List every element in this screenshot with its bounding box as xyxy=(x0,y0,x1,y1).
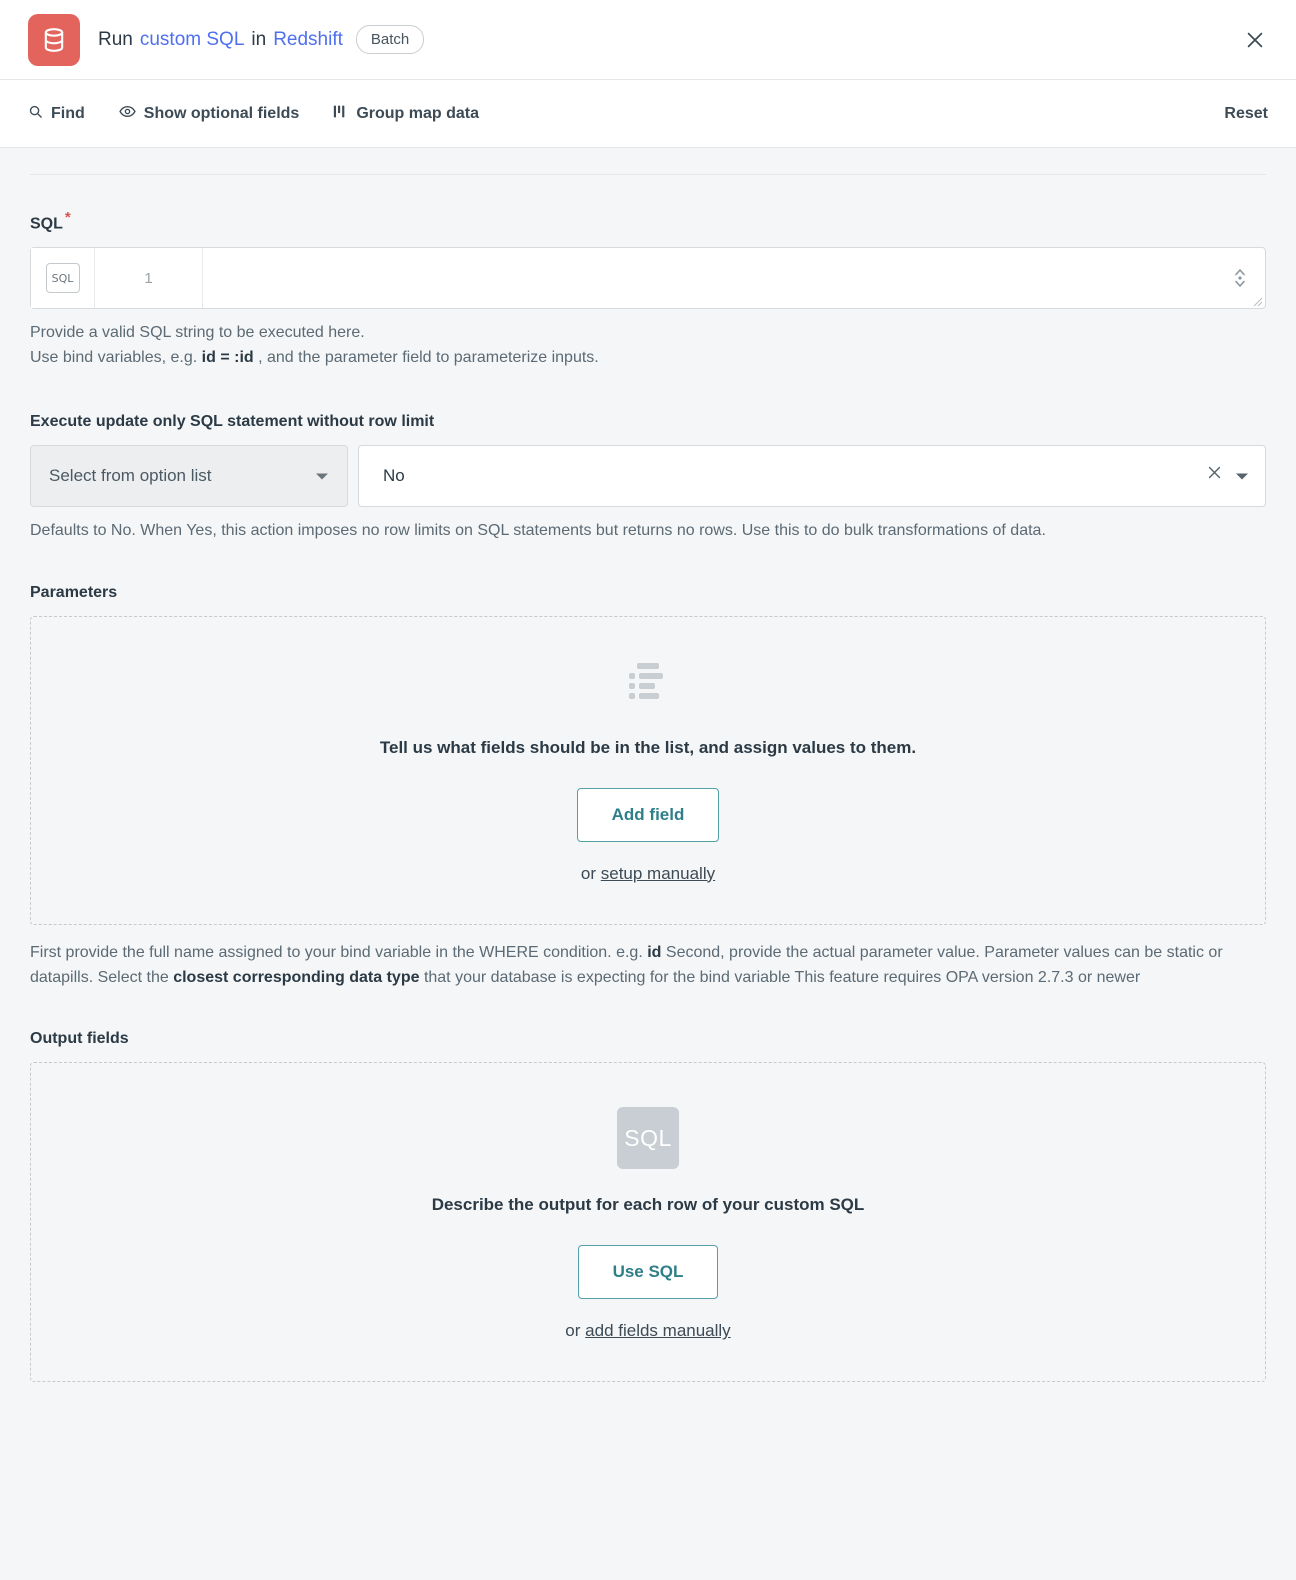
title-prefix: Run xyxy=(98,28,133,50)
title-link-redshift[interactable]: Redshift xyxy=(273,28,343,50)
parameters-empty-state xyxy=(30,616,1266,925)
parameters-help-bold-2: closest corresponding data type xyxy=(173,968,420,986)
title-link-custom-sql[interactable]: custom SQL xyxy=(139,28,245,50)
sql-input[interactable] xyxy=(203,248,1215,308)
output-fields-or-text: or xyxy=(565,1321,581,1341)
sql-icon: SQL xyxy=(46,263,80,293)
output-fields-empty-state xyxy=(30,1062,1266,1382)
eye-icon xyxy=(119,104,136,124)
dialog-body xyxy=(0,148,1296,1412)
parameters-or-text: or xyxy=(580,863,597,883)
show-optional-fields-button[interactable] xyxy=(119,104,300,124)
use-sql-button[interactable]: Use SQL xyxy=(578,1245,719,1299)
add-field-button[interactable]: Add field xyxy=(577,788,720,842)
reset-button[interactable]: Reset xyxy=(1224,104,1268,122)
find-button[interactable] xyxy=(28,104,85,124)
close-icon[interactable] xyxy=(1238,23,1272,57)
update-only-value: No xyxy=(383,465,405,485)
required-asterisk: * xyxy=(64,209,71,226)
resize-handle[interactable] xyxy=(1251,294,1263,306)
sql-hint-bind-example: id = :id xyxy=(201,349,254,367)
group-map-icon xyxy=(333,104,348,124)
update-only-row xyxy=(30,445,1266,507)
top-divider xyxy=(30,174,1266,175)
update-only-help: Defaults to No. When Yes, this action imposes no row limits on SQL statements but returns no rows. Use this to do bulk transformations of data. xyxy=(30,521,1046,539)
dialog-title xyxy=(98,25,424,54)
output-fields-manual-line xyxy=(51,1321,1245,1341)
add-fields-manually-link[interactable]: add fields manually xyxy=(585,1321,731,1341)
batch-badge: Batch xyxy=(356,25,424,54)
find-label: Find xyxy=(51,104,85,122)
update-only-value-select[interactable] xyxy=(358,445,1266,507)
sql-hint-line2-post: , and the parameter field to parameterize inputs. xyxy=(258,349,599,367)
line-number: 1 xyxy=(95,248,203,308)
setup-manually-link[interactable]: setup manually xyxy=(600,863,716,883)
update-only-label: Execute update only SQL statement without row limit xyxy=(30,412,435,430)
redshift-database-icon xyxy=(28,14,80,66)
sql-editor[interactable] xyxy=(30,247,1266,309)
sql-hint-line1: Provide a valid SQL string to be executed here. xyxy=(30,324,365,342)
parameters-help-1: First provide the full name assigned to your bind variable in the WHERE condition. e.g. xyxy=(30,943,643,961)
option-list-mode-label: Select from option list xyxy=(49,465,212,485)
dialog-toolbar xyxy=(0,80,1296,148)
sql-icon: SQL xyxy=(617,1107,679,1169)
group-map-data-label: Group map data xyxy=(356,104,480,122)
chevron-down-icon xyxy=(315,466,329,486)
sql-chip-cell xyxy=(31,248,95,308)
dialog-header xyxy=(0,0,1296,80)
sql-hint-line2-pre: Use bind variables, e.g. xyxy=(30,349,198,367)
parameters-help-2: Second, provide the actual parameter value. Parameter values can be static or datapills. Select the xyxy=(30,943,1223,986)
list-fields-icon xyxy=(620,661,676,712)
output-fields-empty-title: Describe the output for each row of your custom SQL xyxy=(431,1195,865,1215)
sql-hint xyxy=(30,321,1266,371)
parameters-help-3: that your database is expecting for the bind variable This feature requires OPA version 2.7.3 or newer xyxy=(423,968,1141,986)
output-fields-label: Output fields xyxy=(30,1030,129,1048)
parameters-help-bold-1: id xyxy=(647,943,662,961)
chevron-down-icon[interactable] xyxy=(1235,466,1249,486)
group-map-data-button[interactable] xyxy=(333,104,479,124)
title-mid: in xyxy=(251,28,267,50)
parameters-label: Parameters xyxy=(30,583,118,601)
parameters-manual-line xyxy=(51,864,1245,884)
search-icon xyxy=(28,104,43,124)
option-list-mode-select[interactable] xyxy=(30,445,348,507)
sql-label: SQL xyxy=(30,215,63,233)
parameters-help xyxy=(30,941,1266,991)
clear-icon[interactable] xyxy=(1194,464,1235,487)
parameters-empty-title: Tell us what fields should be in the list, and assign values to them. xyxy=(379,737,917,757)
sql-hint-line2 xyxy=(30,346,1266,371)
show-optional-fields-label: Show optional fields xyxy=(143,104,300,122)
sql-label-row xyxy=(30,209,1266,233)
